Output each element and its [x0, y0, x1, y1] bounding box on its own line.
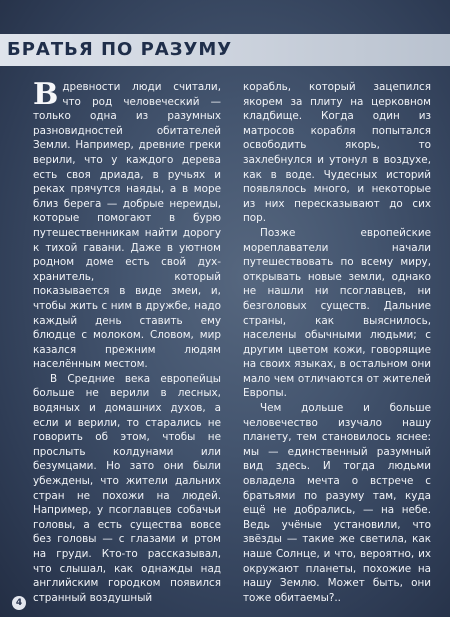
right-column	[243, 80, 431, 605]
drop-cap: В	[33, 77, 59, 112]
paragraph: Позже европейские мореплаватели начали путешествовать по всему миру, открывать новые земли, однако не нашли ни псоглавцев, ни безголовых существ. Дальние страны, как выяснилось, населены обычными людьми; с другим цветом кожи, говорящие на своих языках, в остальном они мало чем отличаются от жителей Европы.	[243, 226, 431, 400]
paragraph	[33, 77, 221, 372]
paragraph: В Средние века европейцы больше не верили в лесных, водяных и домашних духов, а если и верили, то старались не говорить об этом, чтобы не прослыть колдунами или безумцами. Но зато они были убеждены, что жители дальних стран не похожи на людей. Например, у псоглавцев собачьи головы, а есть существа вовсе без головы — с глазами и ртом на груди. Кто-то рассказывал, что слышал, как однажды над английским городком появился странный воздушный	[33, 372, 221, 604]
page-title: БРАТЬЯ ПО РАЗУМУ	[7, 39, 233, 60]
paragraph: Чем дольше и больше человечество изучало нашу планету, тем становилось яснее: мы — единственный разумный вид здесь. И тогда людьми овладела мечта о встрече с братьями по разуму там, куда ещё не добрались, — на небе. Ведь учёные установили, что звёзды — такие же светила, как наше Солнце, и что, вероятно, их окружают планеты, похожие на нашу Землю. Может быть, они тоже обитаемы?..	[243, 402, 431, 604]
page-number: 4	[12, 596, 26, 610]
left-column	[33, 77, 221, 605]
paragraph: корабль, который зацепился якорем за плиту на церковном кладбище. Когда один из матросов корабля попытался освободить якорь, то захлебнулся и утонул в воздухе, как в воде. Чудесных историй появлялось много, и некоторые из них пересказывают до сих пор.	[243, 81, 431, 225]
paragraph-text: древности люди считали, что род человеческий — только одна из разумных разновидностей обитателей Земли. Например, древние греки верили, что у каждого дерева есть своя дриада, в ручьях и реках прячутся наяды, а в море близ берега — добрые нереиды, которые помогают в бурю путешественникам найти дорогу к тихой гавани. Даже в уютном родном доме есть свой дух-хранитель, который показывается в виде змеи, и, чтобы жить с ним в дружбе, надо каждый день ставить ему блюдце с молоком. Словом, мир казался прежним людям населённым местом.	[33, 81, 221, 371]
